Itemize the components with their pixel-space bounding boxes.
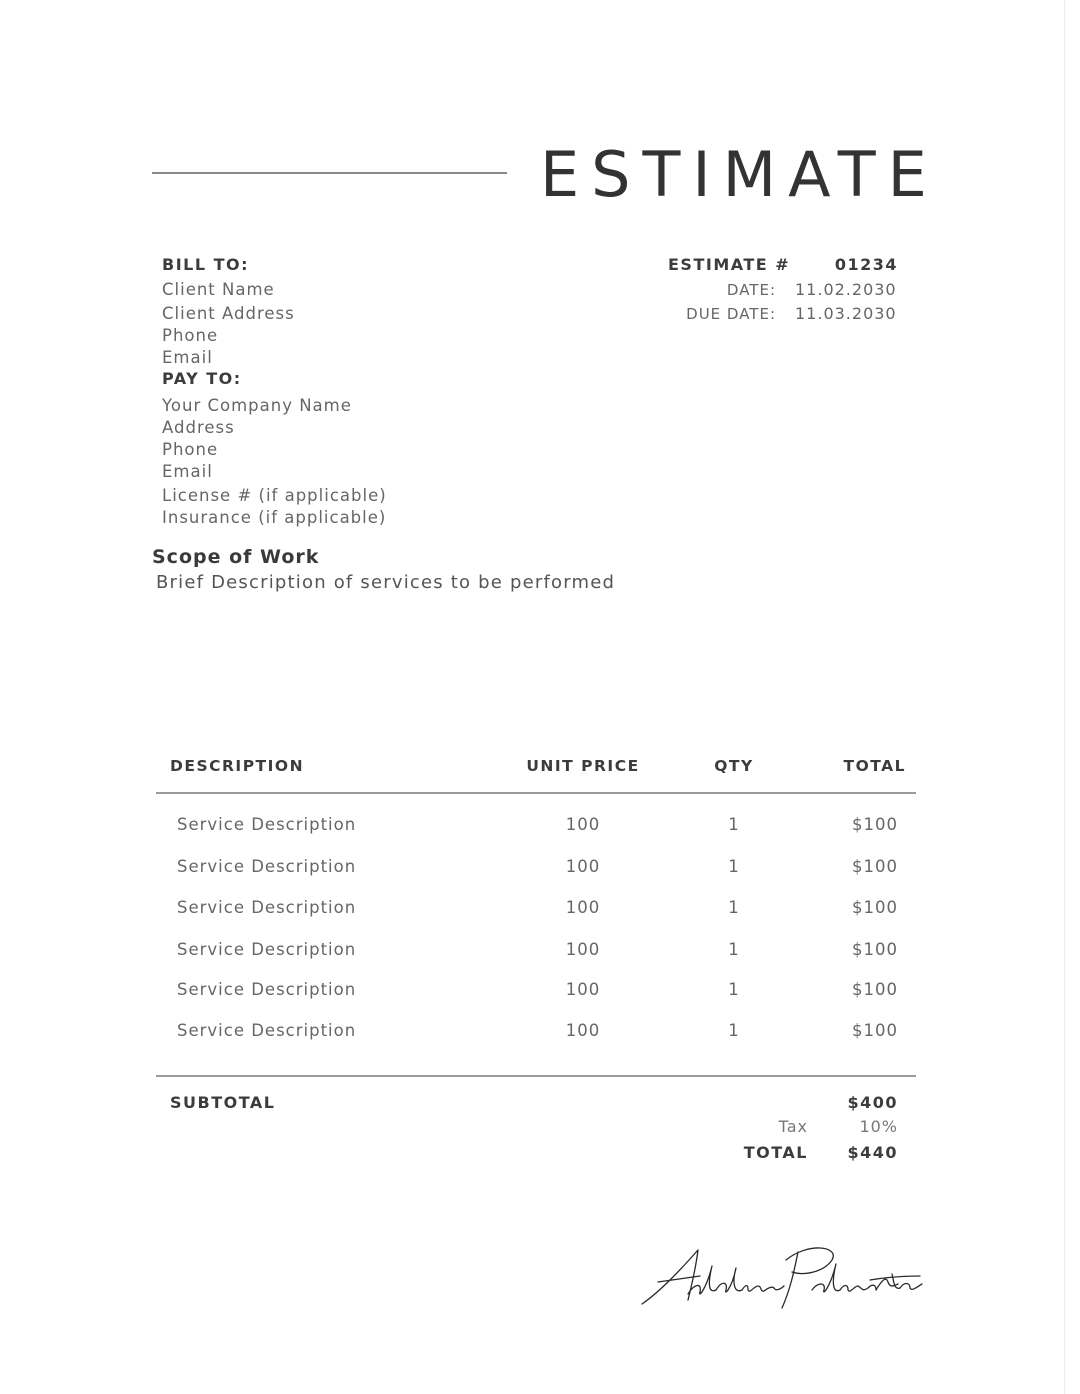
pay-to-line: Insurance (if applicable) (162, 508, 387, 527)
row-unit-price: 100 (565, 980, 601, 999)
pay-to-label: PAY TO: (162, 369, 242, 388)
row-description: Service Description (177, 1021, 357, 1040)
subtotal-value: $400 (847, 1093, 898, 1112)
row-description: Service Description (177, 857, 357, 876)
total-value: $440 (847, 1143, 898, 1162)
pay-to-line: Phone (162, 440, 219, 459)
row-unit-price: 100 (565, 815, 601, 834)
signature-image (636, 1236, 926, 1316)
title-rule (152, 172, 507, 174)
table-footer-rule (156, 1075, 916, 1077)
row-unit-price: 100 (565, 1021, 601, 1040)
row-qty: 1 (728, 857, 740, 876)
row-qty: 1 (728, 940, 740, 959)
row-total: $100 (852, 815, 898, 834)
row-description: Service Description (177, 980, 357, 999)
date-label: DATE: (726, 281, 776, 299)
total-label: TOTAL (743, 1143, 808, 1162)
bill-to-line: Client Name (162, 280, 275, 299)
estimate-number-label: ESTIMATE # (668, 255, 791, 274)
row-total: $100 (852, 898, 898, 917)
bill-to-line: Email (162, 348, 213, 367)
pay-to-line: Address (162, 418, 235, 437)
bill-to-label: BILL TO: (162, 255, 250, 274)
scope-title: Scope of Work (152, 546, 320, 568)
date-value: 11.02.2030 (795, 280, 897, 299)
row-unit-price: 100 (565, 857, 601, 876)
row-qty: 1 (728, 898, 740, 917)
tax-label: Tax (778, 1117, 808, 1136)
header-total: TOTAL (843, 757, 906, 775)
pay-to-line: Email (162, 462, 213, 481)
table-header-rule (156, 792, 916, 794)
row-description: Service Description (177, 815, 357, 834)
row-description: Service Description (177, 898, 357, 917)
header-qty: QTY (714, 757, 754, 775)
subtotal-label: SUBTOTAL (170, 1093, 276, 1112)
pay-to-line: Your Company Name (162, 396, 352, 415)
row-qty: 1 (728, 980, 740, 999)
pay-to-line: License # (if applicable) (162, 486, 387, 505)
scope-description: Brief Description of services to be performed (156, 572, 616, 593)
bill-to-line: Phone (162, 326, 219, 345)
row-qty: 1 (728, 1021, 740, 1040)
row-description: Service Description (177, 940, 357, 959)
bill-to-line: Client Address (162, 304, 295, 323)
header-unit-price: UNIT PRICE (526, 757, 640, 775)
due-date-value: 11.03.2030 (795, 304, 897, 323)
due-date-label: DUE DATE: (686, 305, 776, 323)
row-total: $100 (852, 857, 898, 876)
tax-value: 10% (859, 1117, 898, 1136)
row-total: $100 (852, 940, 898, 959)
row-unit-price: 100 (565, 940, 601, 959)
row-qty: 1 (728, 815, 740, 834)
estimate-number: 01234 (834, 255, 898, 274)
document-title: ESTIMATE (540, 138, 939, 211)
row-total: $100 (852, 1021, 898, 1040)
header-description: DESCRIPTION (170, 757, 305, 775)
row-total: $100 (852, 980, 898, 999)
row-unit-price: 100 (565, 898, 601, 917)
